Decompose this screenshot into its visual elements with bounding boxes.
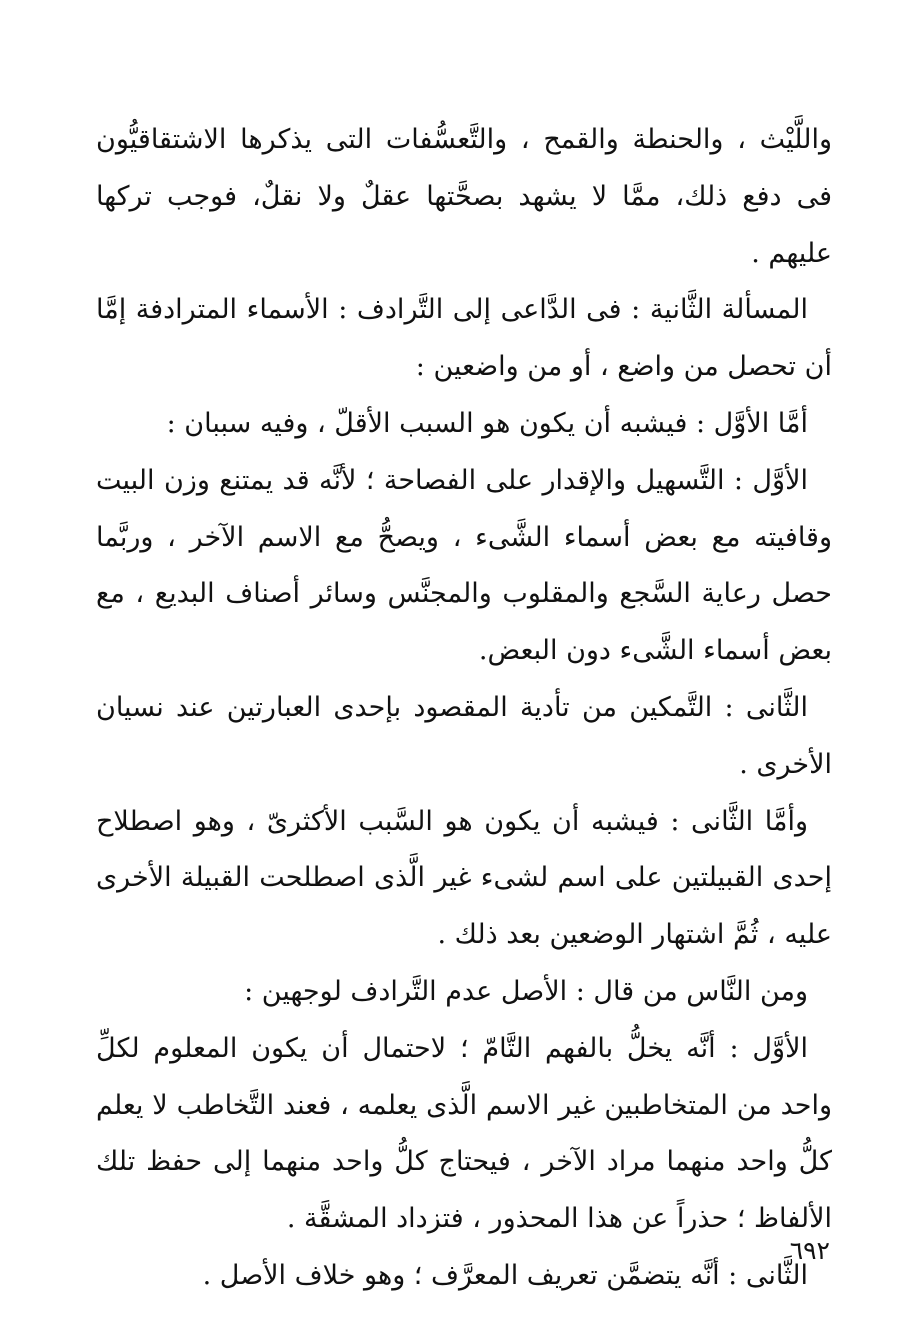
paragraph-1: واللَّيْث ، والحنطة والقمح ، والتَّعسُّفات التى يذكرها الاشتقاقيُّون فى دفع ذلك، ممَّا لا يشهد بصحَّتها عقلٌ ولا نقلٌ، فوجب تركها عليهم . xyxy=(96,124,832,269)
paragraph-6: وأمَّا الثَّانى : فيشبه أن يكون هو السَّبب الأكثرىّ ، وهو اصطلاح إحدى القبيلتين على اسم لشىء غير الَّذى اصطلحت القبيلة الأخرى عليه ، ثُمَّ اشتهار الوضعين بعد ذلك . xyxy=(96,805,832,951)
paragraph-8: الأوَّل : أنَّه يخلُّ بالفهم التَّامّ ؛ لاحتمال أن يكون المعلوم لكلِّ واحد من المتخاطبين غير الاسم الَّذى يعلمه ، فعند التَّخاطب لا يعلم كلُّ واحد منهما مراد الآخر ، فيحتاج كلُّ واحد منهما إلى حفظ تلك الألفاظ ؛ حذراً عن هذا المحذور ، فتزداد المشقَّة . xyxy=(96,1032,832,1235)
paragraph-7: ومن النَّاس من قال : الأصل عدم التَّرادف لوجهين : xyxy=(244,975,808,1007)
paragraph-5: الثَّانى : التَّمكين من تأدية المقصود بإحدى العبارتين عند نسيان الأخرى . xyxy=(96,691,832,780)
page-body-text xyxy=(96,112,832,1305)
paragraph-9: الثَّانى : أنَّه يتضمَّن تعريف المعرَّف ؛ وهو خلاف الأصل . xyxy=(202,1259,808,1291)
paragraph-4: الأوَّل : التَّسهيل والإقدار على الفصاحة ؛ لأنَّه قد يمتنع وزن البيت وقافيته مع بعض أسماء الشَّىء ، ويصحُّ مع الاسم الآخر ، وربَّما حصل رعاية السَّجع والمقلوب والمجنَّس وسائر أصناف البديع ، مع بعض أسماء الشَّىء دون البعض. xyxy=(96,464,832,667)
paragraph-3: أمَّا الأوَّل : فيشبه أن يكون هو السبب الأقلّ ، وفيه سببان : xyxy=(166,407,808,439)
paragraph-2: المسألة الثَّانية : فى الدَّاعى إلى التَّرادف : الأسماء المترادفة إمَّا أن تحصل من واضع ، أو من واضعين : xyxy=(96,294,832,383)
page-number: ٦٩٢ xyxy=(789,1236,830,1265)
